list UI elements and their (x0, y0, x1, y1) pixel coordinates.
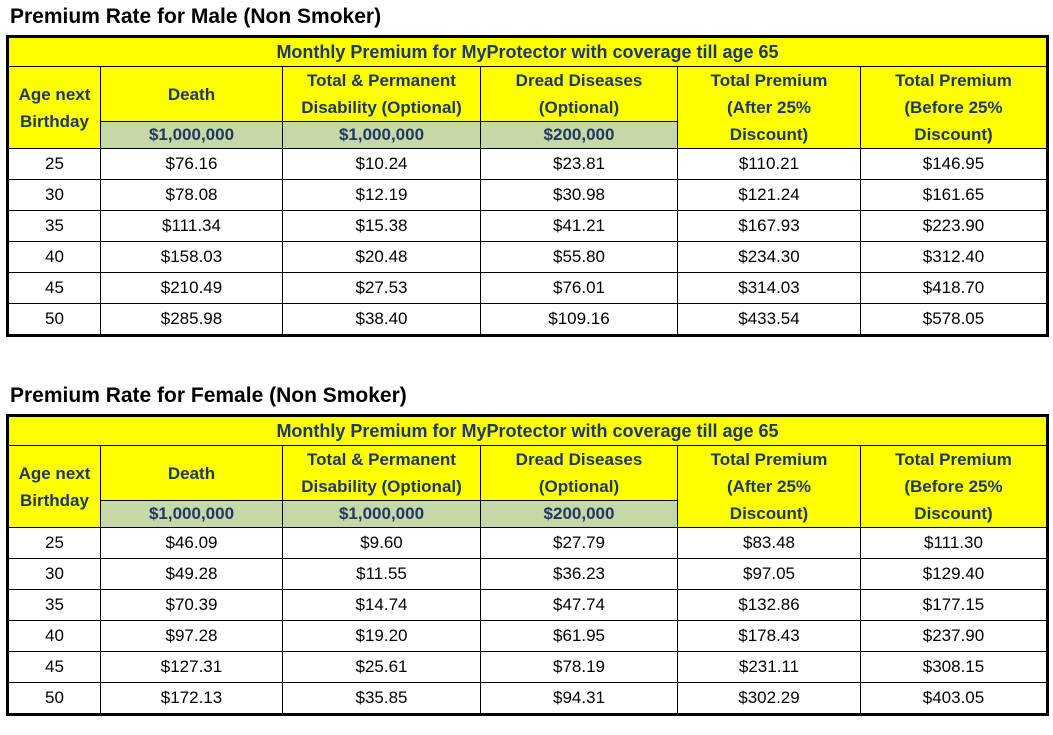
dread-cell: $23.81 (481, 149, 678, 180)
total-after-cell: $234.30 (678, 242, 861, 273)
table-row (8, 559, 1048, 590)
total-before-cell: $418.70 (861, 273, 1048, 304)
header-line: Total & Permanent (307, 71, 456, 90)
header-line: Discount) (729, 125, 809, 144)
total-before-cell: $237.90 (861, 621, 1048, 652)
header-line: Total Premium (895, 71, 1012, 90)
total-before-cell: $578.05 (861, 304, 1048, 336)
table-row (8, 652, 1048, 683)
total-after-cell: $231.11 (678, 652, 861, 683)
total-after-column-header (678, 446, 861, 528)
header-line: Total Premium (895, 450, 1012, 469)
header-line: Dread Diseases (515, 450, 643, 469)
table-row (8, 149, 1048, 180)
death-cell: $172.13 (101, 683, 283, 715)
death-cell: $78.08 (101, 180, 283, 211)
age-column-header (8, 67, 101, 149)
dread-coverage-amount: $200,000 (481, 122, 678, 149)
total-after-cell: $433.54 (678, 304, 861, 336)
age-cell: 45 (8, 273, 101, 304)
header-line: (Before 25% (904, 98, 1003, 117)
age-cell: 25 (8, 149, 101, 180)
total-after-cell: $121.24 (678, 180, 861, 211)
table-row (8, 211, 1048, 242)
death-cell: $158.03 (101, 242, 283, 273)
dread-column-header (481, 67, 678, 122)
age-cell: 50 (8, 683, 101, 715)
female-premium-table (6, 414, 1049, 716)
tpd-cell: $19.20 (283, 621, 481, 652)
dread-cell: $55.80 (481, 242, 678, 273)
table-banner: Monthly Premium for MyProtector with coverage till age 65 (8, 416, 1048, 446)
header-line: Discount) (729, 504, 809, 523)
header-line: Birthday (20, 490, 89, 510)
tpd-column-header (283, 67, 481, 122)
table-row (8, 528, 1048, 559)
total-before-column-header (861, 446, 1048, 528)
total-before-cell: $129.40 (861, 559, 1048, 590)
tpd-cell: $9.60 (283, 528, 481, 559)
death-coverage-amount: $1,000,000 (101, 122, 283, 149)
tpd-cell: $14.74 (283, 590, 481, 621)
tpd-coverage-amount: $1,000,000 (283, 122, 481, 149)
age-column-header (8, 446, 101, 528)
dread-cell: $94.31 (481, 683, 678, 715)
age-cell: 25 (8, 528, 101, 559)
death-column-header: Death (101, 446, 283, 501)
table-row (8, 590, 1048, 621)
table-row (8, 180, 1048, 211)
header-line: Discount) (914, 504, 993, 523)
dread-cell: $27.79 (481, 528, 678, 559)
header-line: Dread Diseases (515, 71, 643, 90)
dread-cell: $61.95 (481, 621, 678, 652)
total-after-cell: $83.48 (678, 528, 861, 559)
total-after-cell: $178.43 (678, 621, 861, 652)
death-cell: $76.16 (101, 149, 283, 180)
header-line: Total & Permanent (307, 450, 456, 469)
header-line: Total Premium (710, 450, 828, 469)
death-cell: $111.34 (101, 211, 283, 242)
header-line: (After 25% (726, 98, 812, 117)
header-line: Age next (18, 463, 91, 483)
total-before-column-header (861, 67, 1048, 149)
header-line: Disability (Optional) (301, 477, 462, 496)
tpd-cell: $27.53 (283, 273, 481, 304)
dread-cell: $47.74 (481, 590, 678, 621)
header-line: Birthday (20, 111, 89, 131)
total-before-cell: $161.65 (861, 180, 1048, 211)
death-cell: $210.49 (101, 273, 283, 304)
dread-cell: $30.98 (481, 180, 678, 211)
total-after-cell: $314.03 (678, 273, 861, 304)
age-cell: 30 (8, 180, 101, 211)
death-cell: $49.28 (101, 559, 283, 590)
dread-cell: $78.19 (481, 652, 678, 683)
header-line: (Optional) (538, 98, 620, 117)
death-cell: $97.28 (101, 621, 283, 652)
total-before-cell: $177.15 (861, 590, 1048, 621)
age-cell: 40 (8, 242, 101, 273)
death-cell: $127.31 (101, 652, 283, 683)
total-after-cell: $110.21 (678, 149, 861, 180)
tpd-cell: $38.40 (283, 304, 481, 336)
dread-cell: $41.21 (481, 211, 678, 242)
tpd-cell: $15.38 (283, 211, 481, 242)
age-cell: 35 (8, 590, 101, 621)
table-banner: Monthly Premium for MyProtector with coverage till age 65 (8, 37, 1048, 67)
death-coverage-amount: $1,000,000 (101, 501, 283, 528)
header-line: (Optional) (538, 477, 620, 496)
age-cell: 30 (8, 559, 101, 590)
tpd-coverage-amount: $1,000,000 (283, 501, 481, 528)
tpd-cell: $12.19 (283, 180, 481, 211)
female-section-title: Premium Rate for Female (Non Smoker) (10, 384, 407, 407)
table-row (8, 621, 1048, 652)
tpd-cell: $11.55 (283, 559, 481, 590)
total-after-cell: $302.29 (678, 683, 861, 715)
total-before-cell: $111.30 (861, 528, 1048, 559)
table-row (8, 683, 1048, 715)
header-line: Discount) (914, 125, 993, 144)
table-row (8, 304, 1048, 336)
tpd-cell: $20.48 (283, 242, 481, 273)
male-premium-table (6, 35, 1049, 337)
death-cell: $285.98 (101, 304, 283, 336)
tpd-cell: $25.61 (283, 652, 481, 683)
total-after-cell: $132.86 (678, 590, 861, 621)
header-line: (After 25% (726, 477, 812, 496)
table-row (8, 242, 1048, 273)
tpd-cell: $10.24 (283, 149, 481, 180)
header-line: Total Premium (710, 71, 828, 90)
table-row (8, 273, 1048, 304)
tpd-column-header (283, 446, 481, 501)
dread-column-header (481, 446, 678, 501)
dread-cell: $36.23 (481, 559, 678, 590)
age-cell: 50 (8, 304, 101, 336)
total-before-cell: $223.90 (861, 211, 1048, 242)
dread-cell: $76.01 (481, 273, 678, 304)
dread-coverage-amount: $200,000 (481, 501, 678, 528)
age-cell: 45 (8, 652, 101, 683)
total-after-column-header (678, 67, 861, 149)
death-column-header: Death (101, 67, 283, 122)
header-line: Disability (Optional) (301, 98, 462, 117)
total-after-cell: $167.93 (678, 211, 861, 242)
total-before-cell: $308.15 (861, 652, 1048, 683)
total-after-cell: $97.05 (678, 559, 861, 590)
total-before-cell: $403.05 (861, 683, 1048, 715)
header-line: (Before 25% (904, 477, 1003, 496)
male-section-title: Premium Rate for Male (Non Smoker) (10, 5, 382, 28)
age-cell: 40 (8, 621, 101, 652)
tpd-cell: $35.85 (283, 683, 481, 715)
death-cell: $70.39 (101, 590, 283, 621)
age-cell: 35 (8, 211, 101, 242)
total-before-cell: $312.40 (861, 242, 1048, 273)
dread-cell: $109.16 (481, 304, 678, 336)
header-line: Age next (18, 84, 91, 104)
total-before-cell: $146.95 (861, 149, 1048, 180)
death-cell: $46.09 (101, 528, 283, 559)
